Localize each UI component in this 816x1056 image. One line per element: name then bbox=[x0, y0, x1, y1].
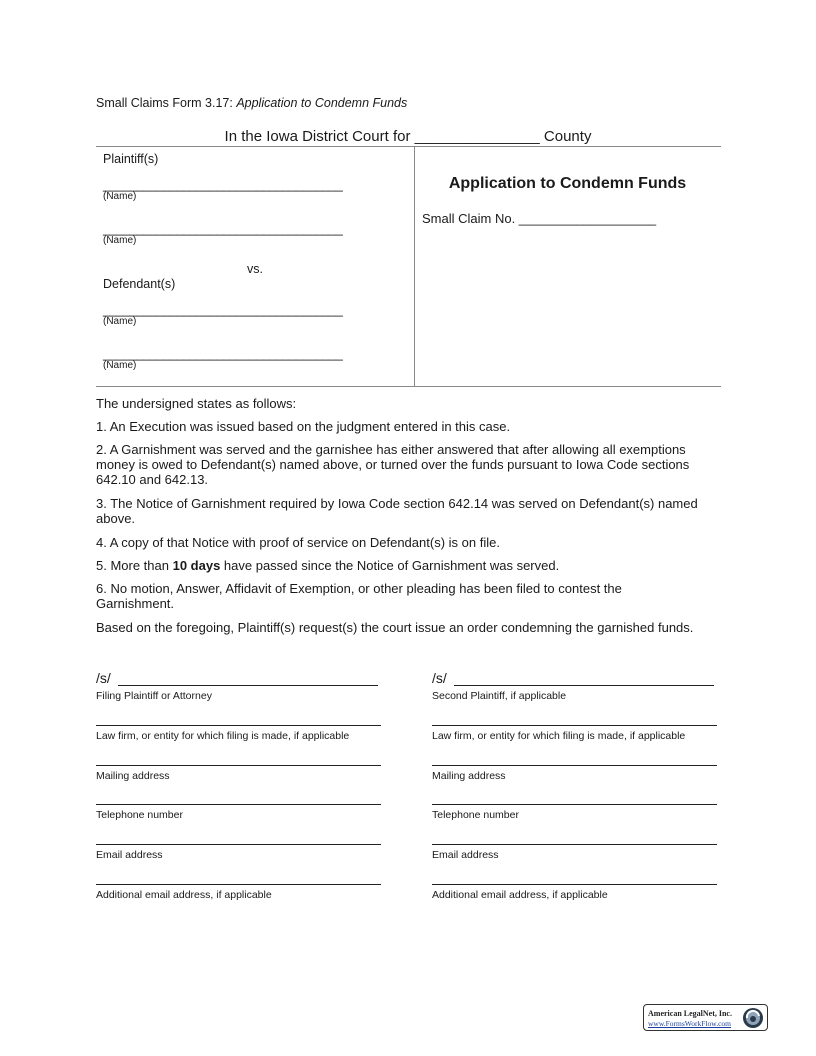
plaintiffs-label: Plaintiff(s) bbox=[103, 152, 159, 166]
mailing-label-left: Mailing address bbox=[96, 770, 170, 782]
firm-line-left[interactable] bbox=[96, 725, 381, 726]
form-title bbox=[96, 96, 407, 110]
plaintiff-name-hint-1: (Name) bbox=[103, 191, 137, 202]
statement-5 bbox=[96, 558, 720, 573]
signer-label-left: Filing Plaintiff or Attorney bbox=[96, 690, 212, 702]
mailing-line-left[interactable] bbox=[96, 765, 381, 766]
defendant-name-hint-2: (Name) bbox=[103, 360, 137, 371]
signature-slash-left: /s/ bbox=[96, 670, 111, 686]
defendant-name-hint-1: (Name) bbox=[103, 316, 137, 327]
defendant-name-line-2[interactable]: ____________________________________ bbox=[103, 347, 343, 361]
statement-5-post: have passed since the Notice of Garnishment was served. bbox=[220, 558, 560, 573]
statement-4: 4. A copy of that Notice with proof of service on Defendant(s) is on file. bbox=[96, 535, 500, 550]
defendant-name-line-1[interactable]: ____________________________________ bbox=[103, 303, 343, 317]
email2-label-right: Additional email address, if applicable bbox=[432, 889, 608, 901]
phone-line-left[interactable] bbox=[96, 804, 381, 805]
plaintiff-name-line-1[interactable]: ____________________________________ bbox=[103, 178, 343, 192]
publisher-logo-icon bbox=[742, 1007, 764, 1029]
email-line-right[interactable] bbox=[432, 844, 717, 845]
intro-text: The undersigned states as follows: bbox=[96, 396, 297, 411]
firm-line-right[interactable] bbox=[432, 725, 717, 726]
document-title: Application to Condemn Funds bbox=[448, 175, 687, 192]
firm-label-left: Law firm, or entity for which filing is made, if applicable bbox=[96, 730, 350, 742]
statement-5-pre: 5. More than bbox=[96, 558, 173, 573]
mailing-line-right[interactable] bbox=[432, 765, 717, 766]
email-label-right: Email address bbox=[432, 849, 499, 861]
email2-line-right[interactable] bbox=[432, 884, 717, 885]
signature-slash-right: /s/ bbox=[432, 670, 447, 686]
statement-5-bold: 10 days bbox=[172, 558, 221, 573]
statement-2: 2. A Garnishment was served and the garnishee has either answered that after allowing all exemptions money is owed to Defendant(s) named above, or turned over the funds pursuant to Iowa Code sections 642.10 and 642.13. bbox=[96, 442, 690, 487]
phone-label-left: Telephone number bbox=[96, 809, 183, 821]
small-claim-number[interactable]: Small Claim No. ___________________ bbox=[422, 211, 657, 226]
court-line: In the Iowa District Court for _______________ County bbox=[224, 128, 592, 145]
form-number: Small Claims Form 3.17: bbox=[96, 96, 237, 110]
plaintiff-name-line-2[interactable]: ____________________________________ bbox=[103, 222, 343, 236]
caption-top-rule bbox=[96, 146, 721, 147]
publisher-badge[interactable] bbox=[643, 1004, 768, 1031]
form-title-italic: Application to Condemn Funds bbox=[236, 96, 408, 110]
signer-label-right: Second Plaintiff, if applicable bbox=[432, 690, 567, 702]
signature-line-right[interactable] bbox=[454, 685, 714, 686]
firm-label-right: Law firm, or entity for which filing is made, if applicable bbox=[432, 730, 686, 742]
conclusion-text: Based on the foregoing, Plaintiff(s) request(s) the court issue an order condemning the garnished funds. bbox=[96, 620, 694, 635]
publisher-url[interactable]: www.FormsWorkFlow.com bbox=[648, 1019, 732, 1028]
email2-line-left[interactable] bbox=[96, 884, 381, 885]
caption-bottom-rule bbox=[96, 386, 721, 387]
statement-3: 3. The Notice of Garnishment required by Iowa Code section 642.14 was served on Defendant(s) named above. bbox=[96, 496, 698, 526]
email-line-left[interactable] bbox=[96, 844, 381, 845]
phone-label-right: Telephone number bbox=[432, 809, 519, 821]
phone-line-right[interactable] bbox=[432, 804, 717, 805]
signature-line-left[interactable] bbox=[118, 685, 378, 686]
mailing-label-right: Mailing address bbox=[432, 770, 506, 782]
publisher-name: American LegalNet, Inc. bbox=[648, 1009, 732, 1018]
defendants-label: Defendant(s) bbox=[103, 277, 176, 291]
statement-1: 1. An Execution was issued based on the judgment entered in this case. bbox=[96, 419, 511, 434]
statement-6: 6. No motion, Answer, Affidavit of Exemption, or other pleading has been filed to contest the Garnishment. bbox=[96, 581, 622, 611]
plaintiff-name-hint-2: (Name) bbox=[103, 235, 137, 246]
email-label-left: Email address bbox=[96, 849, 163, 861]
vs-label: vs. bbox=[247, 262, 263, 276]
email2-label-left: Additional email address, if applicable bbox=[96, 889, 272, 901]
